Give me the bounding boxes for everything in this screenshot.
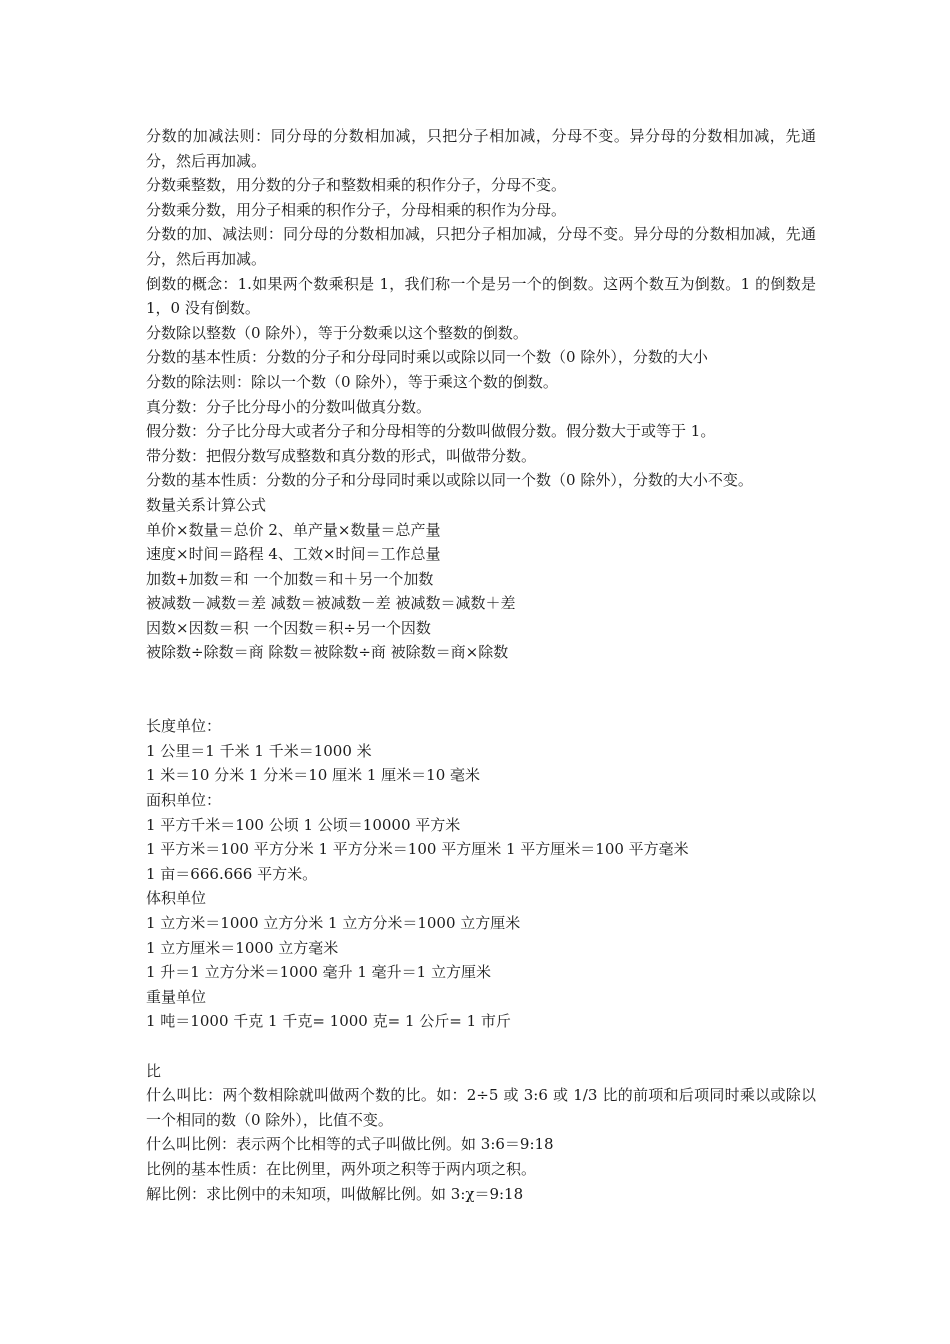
area-units-line: 1 平方千米＝100 公顷 1 公顷＝10000 平方米 [146, 815, 461, 834]
volume-units-line: 1 升＝1 立方分米＝1000 毫升 1 毫升＝1 立方厘米 [146, 963, 491, 982]
length-units-line: 1 米＝10 分米 1 分米＝10 厘米 1 厘米＝10 毫米 [146, 766, 481, 785]
ratio-heading: 比 [146, 1061, 162, 1080]
area-units-heading: 面积单位： [146, 791, 222, 810]
formulas-heading: 数量关系计算公式 [146, 495, 267, 514]
proper-fraction-definition: 真分数：分子比分母小的分数叫做真分数。 [146, 397, 432, 416]
ratio-definition: 什么叫比：两个数相除就叫做两个数的比。如：2÷5 或 3:6 或 1/3 比的前项和后项同时乘以或除以一个相同的数（0 除外），比值不变。 [146, 1086, 816, 1129]
fractions-section [146, 124, 821, 493]
reciprocal-concept: 倒数的概念：1.如果两个数乘积是 1，我们称一个是另一个的倒数。这两个数互为倒数。1 的倒数是 1，0 没有倒数。 [146, 274, 821, 318]
formula-line: 速度×时间＝路程 4、工效×时间＝工作总量 [146, 545, 441, 564]
weight-units-heading: 重量单位 [146, 987, 207, 1006]
fraction-add-subtract-rule-2: 分数的加、减法则：同分母的分数相加减，只把分子相加减，分母不变。异分母的分数相加减，先通分，然后再加减。 [146, 225, 816, 268]
formula-line: 因数×因数＝积 一个因数＝积÷另一个因数 [146, 618, 431, 637]
fraction-divide-integer-rule: 分数除以整数（0 除外），等于分数乘以这个整数的倒数。 [146, 323, 528, 342]
units-section [146, 714, 816, 1034]
length-units-line: 1 公里＝1 千米 1 千米＝1000 米 [146, 741, 372, 760]
spacer [146, 690, 816, 715]
length-units-heading: 长度单位： [146, 717, 222, 736]
fraction-times-fraction-rule: 分数乘分数，用分子相乘的积作分子，分母相乘的积作为分母。 [146, 200, 567, 219]
volume-units-heading: 体积单位 [146, 889, 207, 908]
ratios-section [146, 1059, 816, 1207]
spacer [146, 665, 816, 690]
formulas-section [146, 493, 816, 665]
area-units-line: 1 亩＝666.666 平方米。 [146, 864, 318, 883]
mixed-number-definition: 带分数：把假分数写成整数和真分数的形式，叫做带分数。 [146, 446, 537, 465]
proportion-definition: 什么叫比例：表示两个比相等的式子叫做比例。如 3:6＝9:18 [146, 1135, 554, 1154]
weight-units-line: 1 吨＝1000 千克 1 千克= 1000 克= 1 公斤= 1 市斤 [146, 1012, 511, 1031]
fraction-basic-property: 分数的基本性质：分数的分子和分母同时乘以或除以同一个数（0 除外），分数的大小不变。 [146, 471, 753, 490]
formula-line: 被减数－减数＝差 减数＝被减数－差 被减数＝减数＋差 [146, 594, 516, 613]
fraction-add-subtract-rule: 分数的加减法则：同分母的分数相加减，只把分子相加减，分母不变。异分母的分数相加减，先通分，然后再加减。 [146, 127, 816, 170]
formula-line: 被除数÷除数＝商 除数＝被除数÷商 被除数＝商×除数 [146, 643, 509, 662]
area-units-line: 1 平方米＝100 平方分米 1 平方分米＝100 平方厘米 1 平方厘米＝100 平方毫米 [146, 840, 689, 859]
fraction-times-integer-rule: 分数乘整数，用分数的分子和整数相乘的积作分子，分母不变。 [146, 176, 567, 195]
document-body [146, 124, 821, 1206]
fraction-basic-property-partial: 分数的基本性质：分数的分子和分母同时乘以或除以同一个数（0 除外），分数的大小 [146, 348, 708, 367]
formula-line: 单价×数量＝总价 2、单产量×数量＝总产量 [146, 520, 441, 539]
volume-units-line: 1 立方米＝1000 立方分米 1 立方分米＝1000 立方厘米 [146, 914, 521, 932]
volume-units-line: 1 立方厘米＝1000 立方毫米 [146, 938, 339, 957]
fraction-division-rule: 分数的除法则：除以一个数（0 除外），等于乘这个数的倒数。 [146, 372, 558, 391]
spacer [146, 1034, 816, 1059]
solving-proportion: 解比例：求比例中的未知项，叫做解比例。如 3:χ＝9:18 [146, 1184, 524, 1203]
formula-line: 加数+加数＝和 一个加数＝和＋另一个加数 [146, 569, 434, 588]
improper-fraction-definition: 假分数：分子比分母大或者分子和分母相等的分数叫做假分数。假分数大于或等于 1。 [146, 422, 716, 441]
proportion-basic-property: 比例的基本性质：在比例里，两外项之积等于两内项之积。 [146, 1159, 537, 1178]
